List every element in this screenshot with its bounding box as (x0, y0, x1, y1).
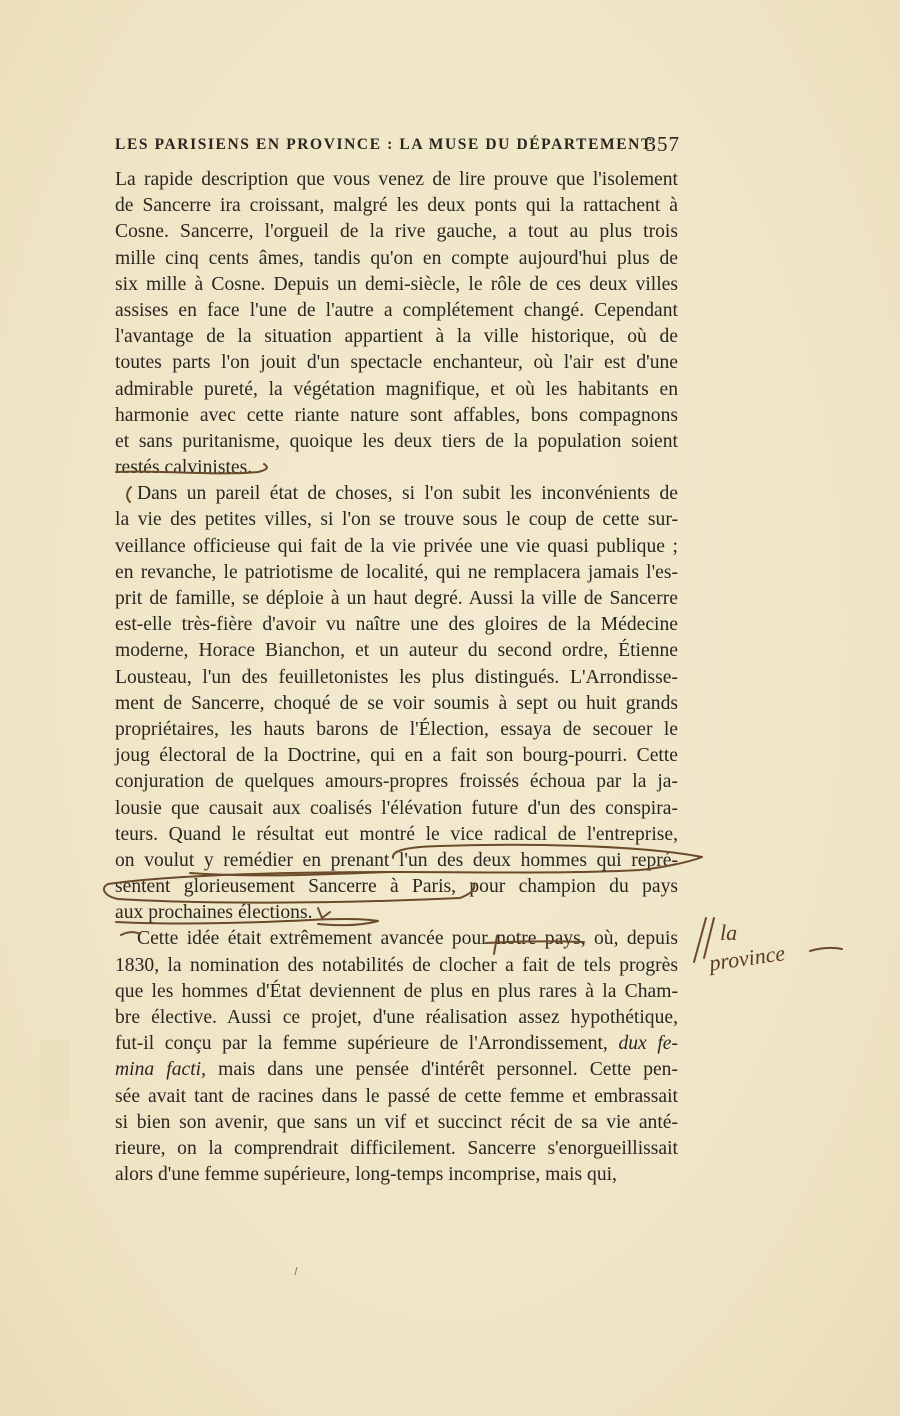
text-line: la vie des petites villes, si l'on se trouve sous le coup de cette sur- (115, 509, 678, 531)
text-line: mille cinq cents âmes, tandis qu'on en compte aujourd'hui plus de (115, 247, 678, 269)
text-line: prit de famille, se déploie à un haut degré. Aussi la ville de Sancerre (115, 588, 678, 609)
text-line: lousie que causait aux coalisés l'élévation future d'un des conspira- (115, 797, 678, 819)
text-fragment: Cette idée était extrêmement avancée pour (137, 928, 488, 950)
page-number: 357 (645, 132, 680, 156)
text-line: en revanche, le patriotisme de localité, qui ne remplacera jamais l'es- (115, 561, 678, 583)
text-line-with-latin (115, 1031, 678, 1057)
text-line: et sans puritanisme, quoique les deux tiers de la population soient (115, 430, 678, 452)
text-line: si bien son avenir, que sans un vif et succinct récit de sa vie anté- (115, 1111, 678, 1133)
margin-note-word: la (720, 920, 738, 945)
text-line: alors d'une femme supérieure, long-temps incomprise, mais qui, (115, 1164, 617, 1186)
text-line: joug électoral de la Doctrine, qui en a fait son bourg-pourri. Cette (115, 745, 678, 767)
margin-note (690, 915, 850, 985)
body-text (115, 167, 678, 1188)
text-line: sée avait tant de racines dans le passé de cette femme et embrassait (115, 1085, 678, 1107)
latin-phrase: mina facti, (115, 1059, 207, 1081)
text-line: conjuration de quelques amours-propres froissés échoua par la ja- (115, 771, 678, 793)
text-fragment: , où, depuis (580, 928, 679, 950)
text-line: sentent glorieusement Sancerre à Paris, pour champion du pays (115, 876, 678, 898)
text-line: rieure, on la comprendrait difficilement. Sancerre s'enorgueillissait (115, 1137, 678, 1159)
text-line: assises en face l'une de l'autre a complétement changé. Cependant (115, 299, 678, 321)
text-line: que les hommes d'État deviennent de plus en plus rares à la Cham- (115, 980, 678, 1002)
text-fragment: mais dans une pensée d'intérêt personnel. Cette pen- (206, 1059, 679, 1081)
text-line: Cosne. Sancerre, l'orgueil de la rive gauche, a tout au plus trois (115, 221, 678, 243)
text-line: harmonie avec cette riante nature sont affables, bons compagnons (115, 404, 678, 426)
stray-ink-icon (294, 1267, 298, 1275)
stray-mark (294, 1262, 298, 1270)
text-line: aux prochaines élections. (115, 902, 313, 924)
margin-note-word: province (707, 940, 787, 976)
text-line: admirable pureté, la végétation magnifique, et où les habitants en (115, 378, 678, 400)
margin-note-handwriting (690, 915, 850, 985)
text-line: propriétaires, les hauts barons de l'Élection, essaya de secouer le (115, 718, 678, 740)
running-header (115, 132, 680, 156)
text-line: bre élective. Aussi ce projet, d'une réalisation assez hypothétique, (115, 1007, 678, 1028)
text-line: est-elle très-fière d'avoir vu naître une des gloires de la Médecine (115, 614, 678, 636)
struck-text: notre pays (496, 928, 581, 950)
text-line: moderne, Horace Bianchon, et un auteur du second ordre, Étienne (115, 640, 678, 662)
text-line-with-latin (115, 1057, 678, 1083)
latin-phrase: dux fe- (618, 1033, 679, 1055)
text-line: l'avantage de la situation appartient à la ville historique, où de (115, 326, 678, 348)
text-line: veillance officieuse qui fait de la vie privée une vie quasi publique ; (115, 535, 678, 557)
text-line: Lousteau, l'un des feuilletonistes les plus distingués. L'Arrondisse- (115, 666, 678, 688)
text-line: on voulut y remédier en prenant l'un des deux hommes qui repré- (115, 849, 678, 871)
text-line: La rapide description que vous venez de lire prouve que l'isolement (115, 169, 678, 190)
text-line: teurs. Quand le résultat eut montré le vice radical de l'entreprise, (115, 823, 678, 845)
text-line: 1830, la nomination des notabilités de clocher a fait de tels progrès (115, 954, 678, 976)
text-line: Dans un pareil état de choses, si l'on subit les inconvénients de (137, 483, 678, 505)
text-line: ment de Sancerre, choqué de se voir soumis à sept ou huit grands (115, 692, 678, 714)
running-title: LES PARISIENS EN PROVINCE : LA MUSE DU DÉPARTEMENT. (115, 136, 658, 153)
text-line: six mille à Cosne. Depuis un demi-siècle, le rôle de ces deux villes (115, 273, 678, 295)
text-fragment: fut-il conçu par la femme supérieure de l'Arrondissement, (115, 1033, 608, 1055)
text-line: restés calvinistes. (115, 457, 253, 479)
text-line: de Sancerre ira croissant, malgré les deux ponts qui la rattachent à (115, 195, 678, 217)
text-line-with-deletion (115, 926, 678, 952)
text-line: toutes parts l'on jouit d'un spectacle enchanteur, où l'air est d'une (115, 352, 678, 374)
